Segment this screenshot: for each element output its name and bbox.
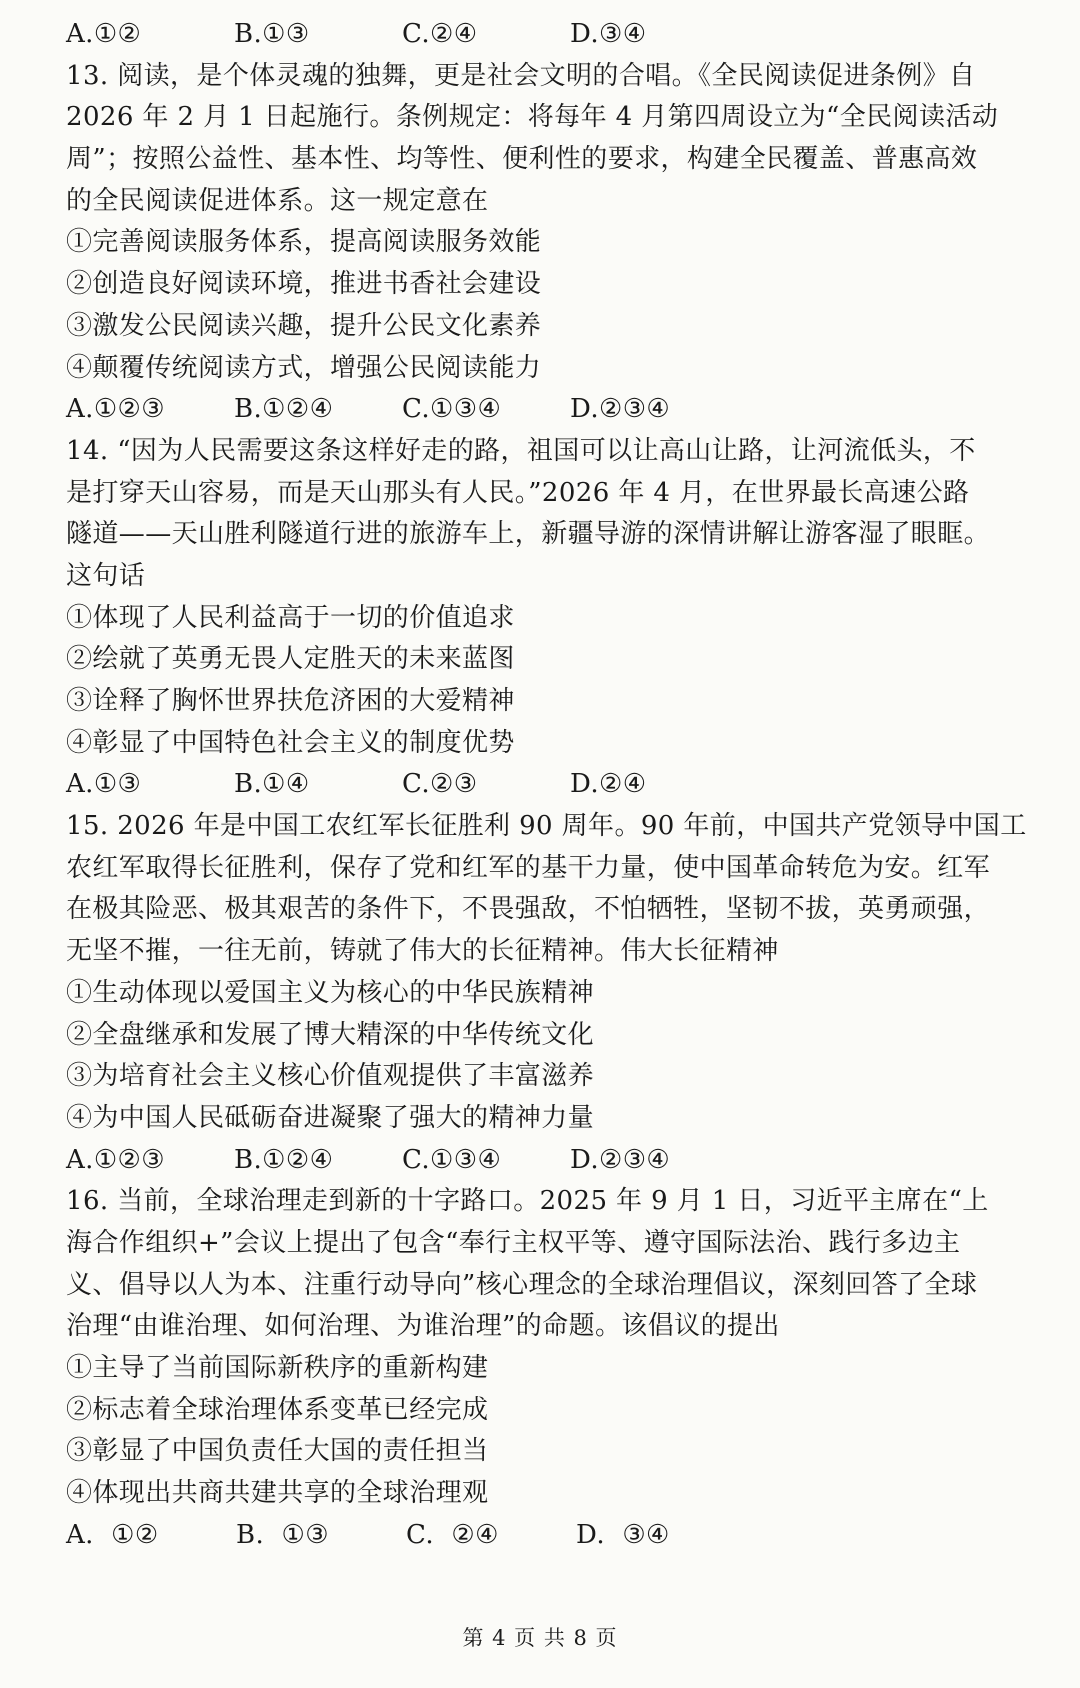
q14-stem-line: 14. “因为人民需要这条这样好走的路，祖国可以让高山让路，让河流低头，不 (66, 435, 976, 466)
q13-stem-line: 周”；按照公益性、基本性、均等性、便利性的要求，构建全民覆盖、普惠高效 (66, 144, 978, 175)
q16-stem-line: 海合作组织+”会议上提出了包含“奉行主权平等、遵守国际法治、践行多边主 (66, 1227, 961, 1258)
q14-item-4: ④彰显了中国特色社会主义的制度优势 (66, 727, 515, 758)
q15-stem-line: 15. 2026 年是中国工农红军长征胜利 90 周年。90 年前，中国共产党领导中国工 (66, 811, 1027, 842)
q13-option-b: B.①②④ (234, 394, 334, 425)
q15-item-1: ①生动体现以爱国主义为核心的中华民族精神 (66, 977, 595, 1008)
q12-options (66, 14, 1026, 56)
q15-stem-line: 在极其险恶、极其艰苦的条件下，不畏强敌，不怕牺牲，坚韧不拔，英勇顽强， (66, 894, 991, 925)
q14-option-d: D.②④ (570, 769, 647, 800)
q12-option-a: A.①② (66, 19, 142, 49)
q14-stem-line: 这句话 (66, 560, 146, 591)
q14-item-3: ③诠释了胸怀世界扶危济困的大爱精神 (66, 686, 515, 716)
q16-stem-line: 义、倡导以人为本、注重行动导向”核心理念的全球治理倡议，深刻回答了全球 (66, 1269, 978, 1300)
q15-option-a: A.①②③ (66, 1144, 165, 1175)
q13-item-2: ②创造良好阅读环境，推进书香社会建设 (66, 269, 542, 300)
q13-option-d: D.②③④ (570, 394, 671, 425)
q12-option-d: D.③④ (570, 19, 647, 49)
q13-stem-line: 的全民阅读促进体系。这一规定意在 (66, 185, 489, 216)
q13-stem-line: 13. 阅读，是个体灵魂的独舞，更是社会文明的合唱。《全民阅读促进条例》自 (66, 60, 976, 91)
q16-options (66, 1515, 1026, 1557)
q16-item-1: ①主导了当前国际新秩序的重新构建 (66, 1353, 489, 1383)
q16-option-d: D. ③④ (576, 1519, 670, 1550)
q14-stem-line: 隧道——天山胜利隧道行进的旅游车上，新疆导游的深情讲解让游客湿了眼眶。 (66, 519, 991, 550)
q15-stem-line: 无坚不摧，一往无前，铸就了伟大的长征精神。伟大长征精神 (66, 936, 779, 967)
q15-item-2: ②全盘继承和发展了博大精深的中华传统文化 (66, 1019, 595, 1050)
q12-option-c: C.②④ (402, 19, 478, 49)
question-13 (66, 56, 1026, 431)
question-14 (66, 431, 1026, 806)
q15-option-d: D.②③④ (570, 1144, 671, 1175)
q16-item-3: ③彰显了中国负责任大国的责任担当 (66, 1436, 489, 1467)
q14-stem-line: 是打穿天山容易，而是天山那头有人民。”2026 年 4 月，在世界最长高速公路 (66, 477, 970, 508)
q16-stem-line: 治理“由谁治理、如何治理、为谁治理”的命题。该倡议的提出 (66, 1311, 780, 1342)
q14-item-2: ②绘就了英勇无畏人定胜天的未来蓝图 (66, 644, 515, 675)
q16-option-b: B. ①③ (236, 1519, 329, 1550)
q16-option-a: A. ①② (66, 1519, 159, 1550)
q16-item-4: ④体现出共商共建共享的全球治理观 (66, 1478, 489, 1509)
q16-item-2: ②标志着全球治理体系变革已经完成 (66, 1394, 489, 1425)
q14-option-c: C.②③ (402, 769, 478, 800)
q16-option-c: C. ②④ (406, 1519, 499, 1550)
question-15 (66, 806, 1026, 1181)
q14-item-1: ①体现了人民利益高于一切的价值追求 (66, 602, 515, 633)
q13-option-c: C.①③④ (402, 394, 502, 425)
exam-page (66, 14, 1026, 1556)
q15-option-c: C.①③④ (402, 1144, 502, 1175)
q12-option-b: B.①③ (234, 19, 310, 49)
page-number-footer: 第 4 页 共 8 页 (462, 1626, 618, 1650)
q13-option-a: A.①②③ (66, 394, 165, 425)
q15-item-4: ④为中国人民砥砺奋进凝聚了强大的精神力量 (66, 1102, 595, 1133)
q13-item-4: ④颠覆传统阅读方式，增强公民阅读能力 (66, 352, 542, 383)
q13-stem-line: 2026 年 2 月 1 日起施行。条例规定：将每年 4 月第四周设立为“全民阅读活动 (66, 102, 999, 133)
q14-options (66, 764, 1026, 806)
q13-item-1: ①完善阅读服务体系，提高阅读服务效能 (66, 227, 542, 258)
q14-option-a: A.①③ (66, 769, 142, 800)
q13-item-3: ③激发公民阅读兴趣，提升公民文化素养 (66, 310, 542, 341)
question-16 (66, 1181, 1026, 1556)
q13-options (66, 389, 1026, 431)
q15-stem-line: 农红军取得长征胜利，保存了党和红军的基干力量，使中国革命转危为安。红军 (66, 852, 991, 883)
q15-item-3: ③为培育社会主义核心价值观提供了丰富滋养 (66, 1061, 595, 1092)
q15-option-b: B.①②④ (234, 1144, 334, 1175)
q16-stem-line: 16. 当前，全球治理走到新的十字路口。2025 年 9 月 1 日，习近平主席在“上 (66, 1186, 989, 1217)
q14-option-b: B.①④ (234, 769, 310, 800)
q15-options (66, 1140, 1026, 1182)
